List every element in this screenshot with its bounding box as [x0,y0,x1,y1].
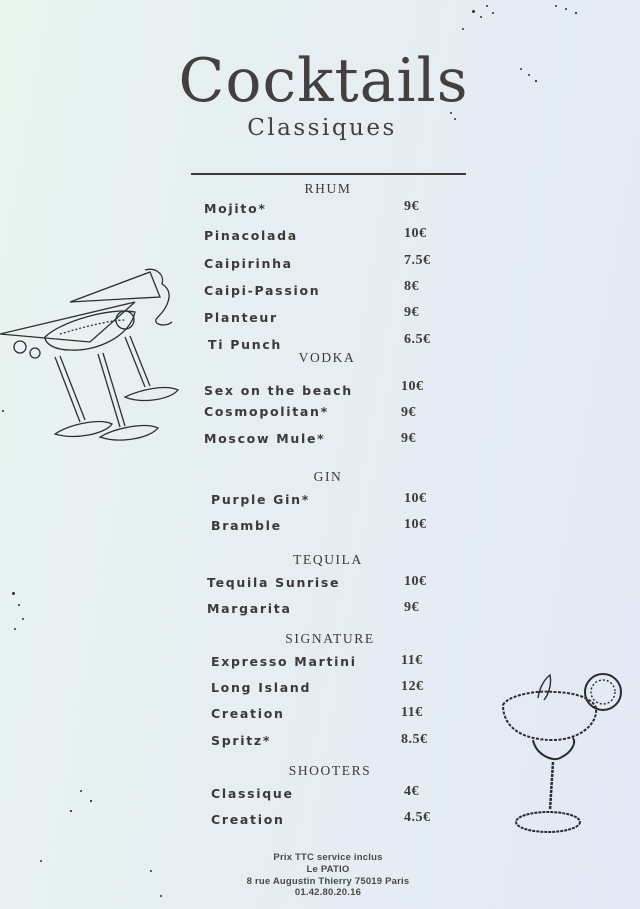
divider [191,173,466,175]
menu-item-name: Classique [211,786,294,801]
menu-item-price: 9€ [404,199,419,214]
menu-item-name: Tequila Sunrise [207,575,341,590]
menu-item-name: Spritz* [211,733,272,748]
section-title-shooters: SHOOTERS [288,763,372,778]
menu-item-price: 12€ [401,679,424,694]
footer-price-note: Prix TTC service inclus [273,852,383,863]
menu-item-price: 6.5€ [404,332,431,347]
menu-item-name: Bramble [211,518,282,533]
menu-item-price: 10€ [404,574,427,589]
menu-item-price: 8€ [404,279,419,294]
menu-item-price: 11€ [401,653,423,668]
section-title-rhum: RHUM [304,181,352,196]
menu-item-price: 10€ [401,379,424,394]
menu-subtitle: Classiques [247,115,397,141]
menu-item-name: Long Island [211,680,312,695]
footer-phone: 01.42.80.20.16 [294,887,362,899]
margarita-glass-icon [498,670,628,840]
menu-item-name: Mojito* [204,201,267,216]
menu-item-price: 10€ [404,226,427,241]
martini-glasses-icon [0,262,185,452]
footer-info [190,852,466,899]
menu-item-price: 9€ [404,305,419,320]
menu-item-price: 7.5€ [404,253,431,268]
menu-item-name: Margarita [207,601,292,616]
menu-item-price: 10€ [404,491,427,506]
menu-item-price: 10€ [404,517,427,532]
menu-item-name: Sex on the beach [204,383,353,398]
menu-item-price: 9€ [401,405,416,420]
section-title-vodka: VODKA [298,350,356,365]
menu-item-name: Moscow Mule* [204,431,326,446]
section-title-signature: SIGNATURE [285,631,375,646]
menu-item-name: Caipi-Passion [204,283,321,298]
section-title-tequila: TEQUILA [293,552,363,567]
footer-venue-name: Le PATIO [306,863,350,875]
menu-item-price: 4.5€ [404,810,431,825]
menu-item-name: Cosmopolitan* [204,404,329,419]
menu-item-name: Purple Gin* [211,492,310,507]
menu-item-name: Pinacolada [204,228,298,243]
menu-item-name: Ti Punch [208,337,283,352]
menu-item-name: Creation [211,812,285,827]
menu-item-name: Planteur [204,310,278,325]
footer-address: 8 rue Augustin Thierry 75019 Paris [246,875,410,887]
menu-item-price: 4€ [404,784,419,799]
menu-item-name: Creation [211,706,285,721]
menu-title: Cocktails [178,46,469,116]
menu-item-price: 8.5€ [401,732,428,747]
menu-item-price: 9€ [401,431,416,446]
menu-item-price: 9€ [404,600,419,615]
menu-item-name: Caipirinha [204,256,293,271]
menu-item-price: 11€ [401,705,423,720]
section-title-gin: GIN [313,469,343,484]
menu-item-name: Expresso Martini [211,654,357,669]
